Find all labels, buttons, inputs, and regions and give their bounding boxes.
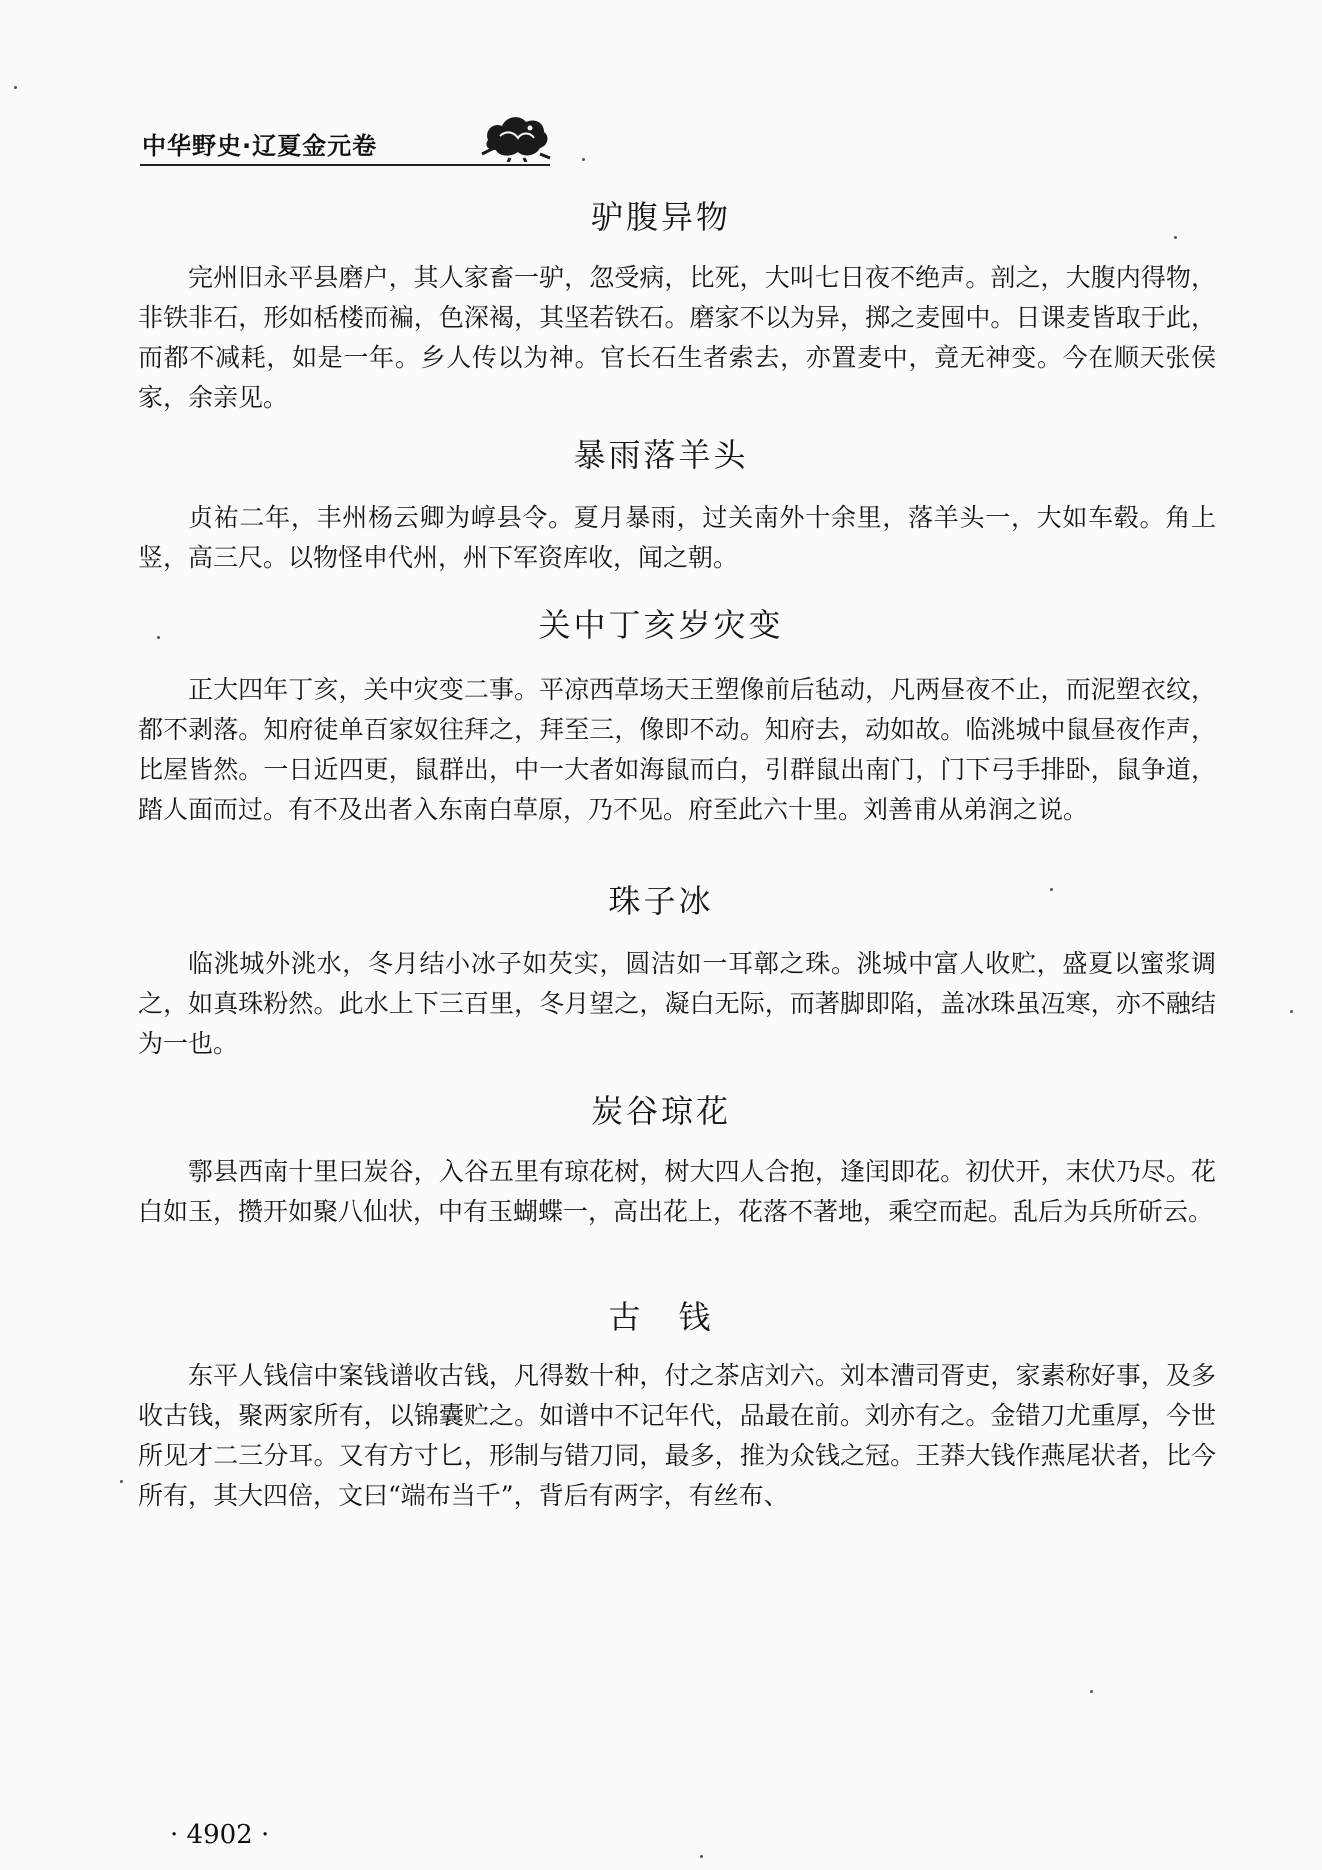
section-title: 驴腹异物 — [590, 198, 731, 236]
scan-speck — [120, 1480, 123, 1483]
section-title: 关中丁亥岁灾变 — [538, 606, 784, 644]
section-title: 珠子冰 — [608, 882, 714, 920]
section-paragraph: 临洮城外洮水，冬月结小冰子如芡实，圆洁如一耳鄣之珠。洮城中富人收贮，盛夏以蜜浆调之，如真珠粉然。此水上下三百里，冬月望之，凝白无际，而著脚即陷，盖冰珠虽冱寒，亦不融结为一也。 — [138, 949, 1216, 1058]
header-rule — [140, 164, 550, 166]
section-paragraph: 东平人钱信中案钱谱收古钱，凡得数十种，付之茶店刘六。刘本漕司胥吏，家素称好事，及多收古钱，聚两家所有，以锦囊贮之。如谱中不记年代，品最在前。刘亦有之。金错刀尤重厚，今世所见才二三分耳。又有方寸匕，形制与错刀同，最多，推为众钱之冠。王莽大钱作燕尾状者，比今所有，其大四倍，文曰“端布当千”，背后有两字，有丝布、 — [138, 1361, 1216, 1510]
section-paragraph: 完州旧永平县磨户，其人家畜一驴，忽受病，比死，大叫七日夜不绝声。剖之，大腹内得物，非铁非石，形如栝楼而褊，色深褐，其坚若铁石。磨家不以为异，掷之麦囤中。日课麦皆取于此，而都不减耗，如是一年。乡人传以为神。官长石生者索去，亦置麦中，竟无神变。今在顺天张侯家，余亲见。 — [138, 263, 1216, 412]
section-paragraph: 鄠县西南十里曰炭谷，入谷五里有琼花树，树大四人合抱，逢闰即花。初伏开，末伏乃尽。花白如玉，攒开如聚八仙状，中有玉蝴蝶一，高出花上，花落不著地，乘空而起。乱后为兵所斫云。 — [138, 1157, 1216, 1226]
scan-speck — [1290, 1010, 1293, 1013]
section-title: 炭谷琼花 — [590, 1092, 731, 1130]
scan-speck — [582, 158, 585, 161]
scan-speck — [14, 86, 17, 89]
section-paragraph: 正大四年丁亥，关中灾变二事。平凉西草场天王塑像前后毡动，凡两昼夜不止，而泥塑衣纹，都不剥落。知府徒单百家奴往拜之，拜至三，像即不动。知府去，动如故。临洮城中鼠昼夜作声，比屋皆然。一日近四更，鼠群出，中一大者如海鼠而白，引群鼠出南门，门下弓手排卧，鼠争道，踏人面而过。有不及出者入东南白草原，乃不见。府至此六十里。刘善甫从弟润之说。 — [138, 675, 1216, 824]
dragon-emblem-icon — [480, 110, 552, 162]
section-title: 古 钱 — [608, 1298, 714, 1336]
scan-speck — [1174, 236, 1177, 239]
running-header — [140, 118, 550, 168]
section-title: 暴雨落羊头 — [573, 436, 749, 474]
section-paragraph: 贞祐二年，丰州杨云卿为崞县令。夏月暴雨，过关南外十余里，落羊头一，大如车毂。角上竖，高三尺。以物怪申代州，州下军资库收，闻之朝。 — [138, 503, 1216, 572]
scan-speck — [1090, 1690, 1093, 1693]
page-number: · 4902 · — [170, 1820, 270, 1850]
book-title: 中华野史·辽夏金元卷 — [142, 132, 378, 160]
scan-speck — [700, 1855, 703, 1858]
scan-speck — [1050, 888, 1053, 891]
scan-speck — [157, 636, 160, 639]
